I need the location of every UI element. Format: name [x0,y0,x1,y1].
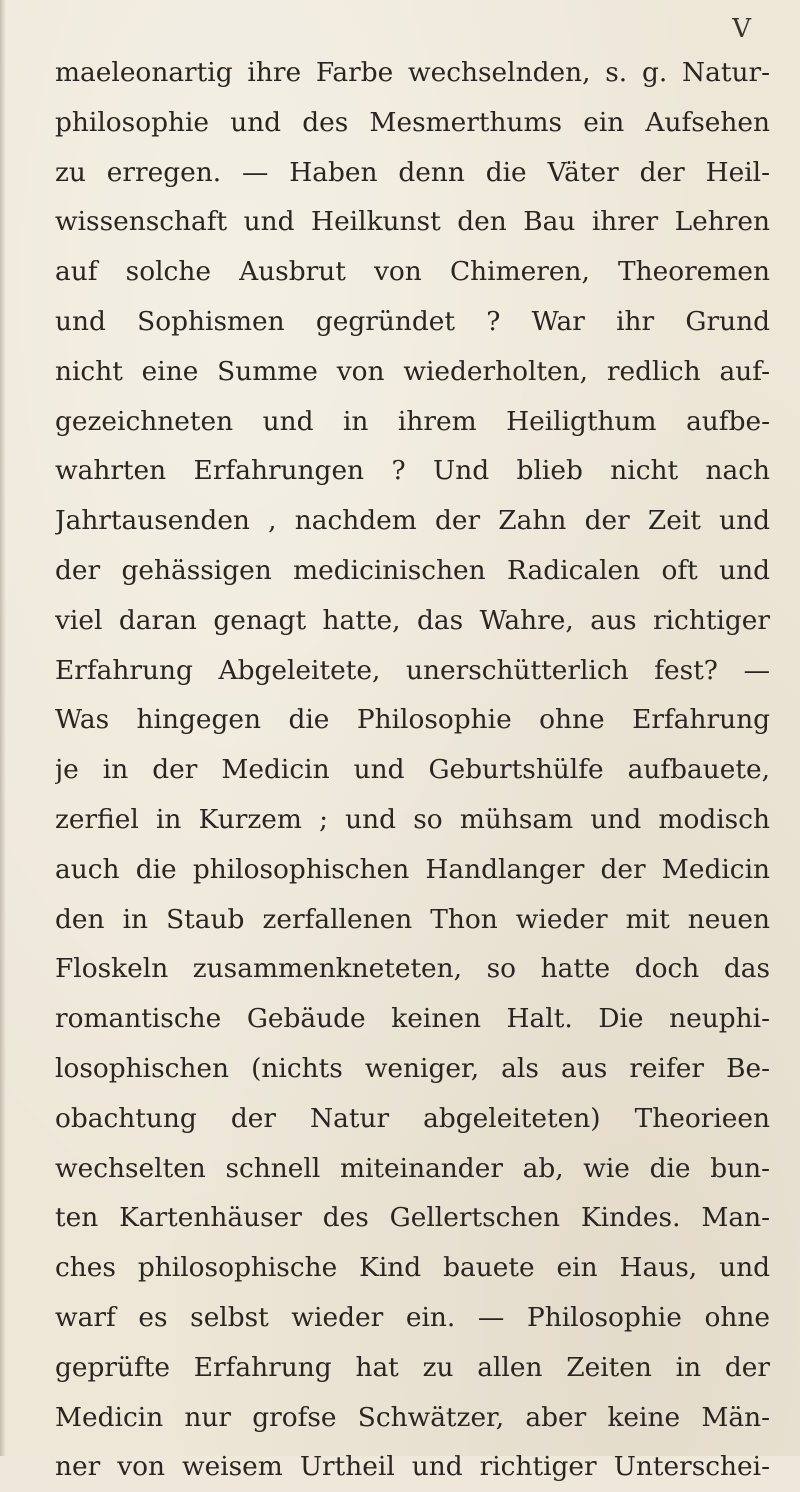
text-line: je in der Medicin und Geburtshülfe aufbauete, [55,754,770,786]
text-line: obachtung der Natur abgeleiteten) Theorieen [55,1102,770,1134]
text-line: auf solche Ausbrut von Chimeren, Theoremen [55,256,770,288]
text-line: Was hingegen die Philosophie ohne Erfahrung [55,704,770,736]
text-line: losophischen (nichts weniger, als aus reifer Be- [55,1052,770,1084]
text-line: wahrten Erfahrungen ? Und blieb nicht nach [55,455,770,487]
text-line: Jahrtausenden , nachdem der Zahn der Zeit und [55,505,770,537]
text-line: warf es selbst wieder ein. — Philosophie ohne [55,1301,770,1333]
text-line: ner von weisem Urtheil und richtiger Unterschei- [55,1451,770,1483]
text-line: ten Kartenhäuser des Gellertschen Kindes. Man- [55,1202,770,1234]
text-line: nicht eine Summe von wiederholten, redlich auf- [55,355,770,387]
text-line: philosophie und des Mesmerthums ein Aufsehen [55,106,770,138]
page-number: V [732,14,752,44]
text-line: zerfiel in Kurzem ; und so mühsam und modisch [55,803,770,835]
text-line: Medicin nur grofse Schwätzer, aber keine Män- [55,1401,770,1433]
text-line: Erfahrung Abgeleitete, unerschütterlich fest? — [55,654,770,686]
text-line: geprüfte Erfahrung hat zu allen Zeiten in der [55,1351,770,1383]
text-line: gezeichneten und in ihrem Heiligthum aufbe- [55,405,770,437]
text-line: viel daran genagt hatte, das Wahre, aus richtiger [55,604,770,636]
text-line: wissenschaft und Heilkunst den Bau ihrer Lehren [55,206,770,238]
text-line: Floskeln zusammenkneteten, so hatte doch das [55,953,770,985]
page-edge-shadow [0,0,6,1456]
text-line: ches philosophische Kind bauete ein Haus, und [55,1252,770,1284]
text-line: den in Staub zerfallenen Thon wieder mit neuen [55,903,770,935]
text-line: und Sophismen gegründet ? War ihr Grund [55,305,770,337]
text-line: auch die philosophischen Handlanger der Medicin [55,853,770,885]
text-line: wechselten schnell miteinander ab, wie die bun- [55,1152,770,1184]
text-line: der gehässigen medicinischen Radicalen oft und [55,554,770,586]
body-text [55,48,770,1492]
text-line: maeleonartig ihre Farbe wechselnden, s. g. Natur- [55,57,770,88]
text-line: romantische Gebäude keinen Halt. Die neuphi- [55,1003,770,1035]
text-line: zu erregen. — Haben denn die Väter der Heil- [55,156,770,188]
